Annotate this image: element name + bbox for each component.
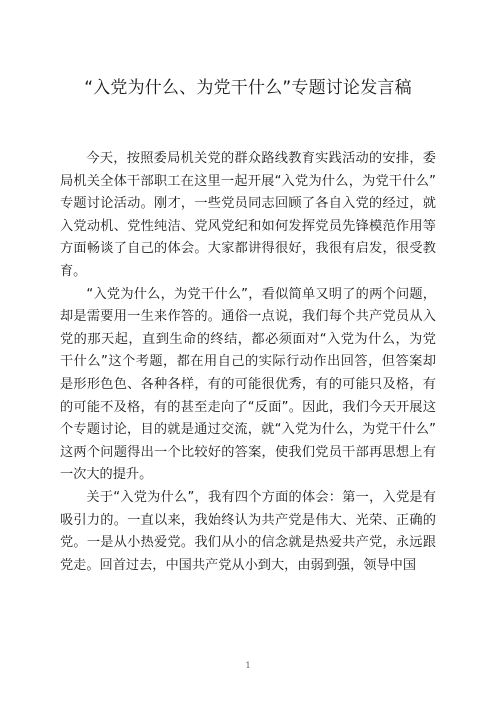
document-body bbox=[60, 148, 436, 577]
page-number: 1 bbox=[245, 661, 251, 670]
paragraph-3: 关于“入党为什么”，我有四个方面的体会：第一，入党是有吸引力的。一直以来，我始终认为共产党是伟大、光荣、正确的党。一是从小热爱党。我们从小的信念就是热爱共产党，永远跟党走。回首过去，中国共产党从小到大，由弱到强，领导中国 bbox=[60, 489, 436, 573]
paragraph-1: 今天，按照委局机关党的群众路线教育实践活动的安排，委局机关全体干部职工在这里一起开展“入党为什么，为党干什么”专题讨论活动。刚才，一些党员同志回顾了各自入党的经过，就入党动机、党性纯洁、党风党纪和如何发挥党员先锋模范作用等方面畅谈了自己的体会。大家都讲得很好，我很有启发，很受教育。 bbox=[60, 151, 436, 279]
paragraph-2: “入党为什么，为党干什么”，看似简单又明了的两个问题，却是需要用一生来作答的。通俗一点说，我们每个共产党员从入党的那天起，直到生命的终结，都必须面对“入党为什么，为党干什么”这个考题，都在用自己的实际行动作出回答，但答案却是形形色色、各种各样，有的可能很优秀，有的可能只及格，有的可能不及格，有的甚至走向了“反面”。因此，我们今天开展这个专题讨论，目的就是通过交流，就“入党为什么，为党干什么”这两个问题得出一个比较好的答案，使我们党员干部再思想上有一次大的提升。 bbox=[60, 286, 436, 483]
document-title: “入党为什么、为党干什么”专题讨论发言稿 bbox=[84, 78, 412, 98]
